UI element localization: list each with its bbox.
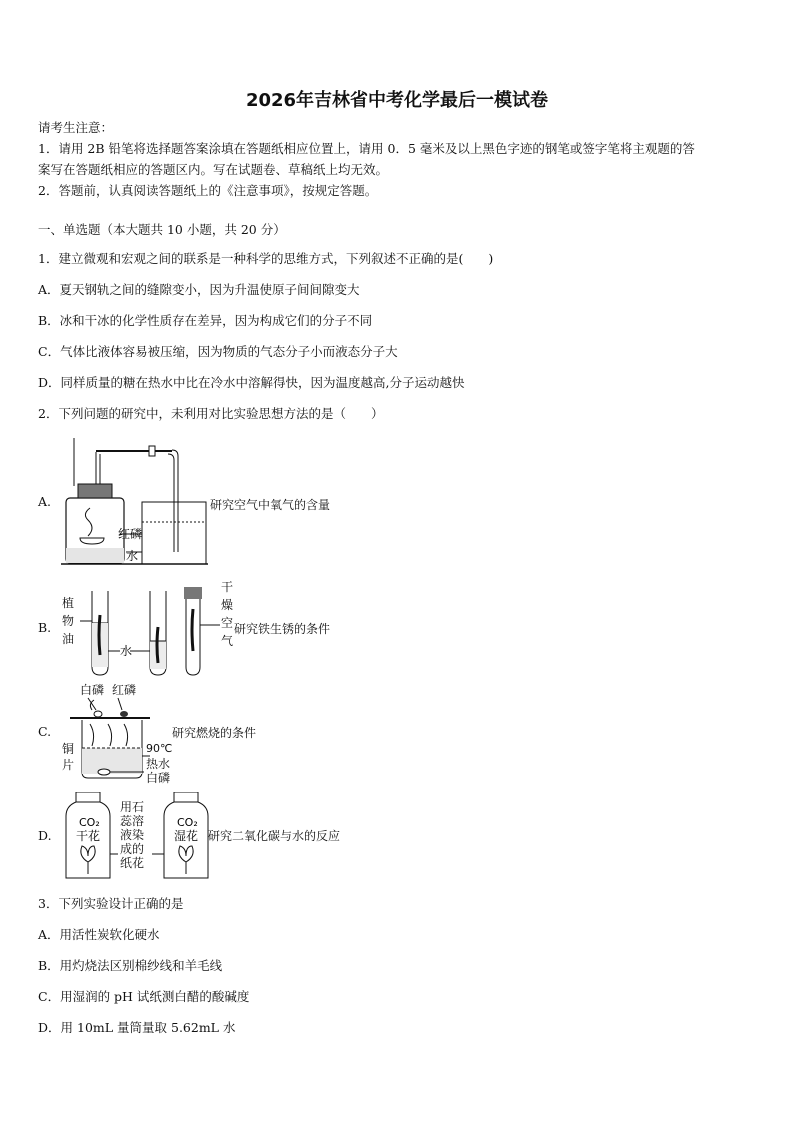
label-litmus-5: 纸花 bbox=[120, 856, 145, 870]
question-stem: 3．下列实验设计正确的是 bbox=[38, 896, 184, 911]
figure-option-letter: B. bbox=[38, 620, 52, 635]
question-option: C．气体比液体容易被压缩，因为物质的气态分子小而液态分子大 bbox=[38, 344, 398, 359]
section-heading: 一、单选题（本大题共 10 小题，共 20 分） bbox=[38, 222, 286, 237]
question-option: B．用灼烧法区别棉纱线和羊毛线 bbox=[38, 958, 223, 973]
label-dry-2: 燥 bbox=[221, 598, 234, 612]
label-litmus-1: 用石 bbox=[120, 800, 145, 814]
label-wet-flower: 湿花 bbox=[174, 829, 199, 843]
question-option: D．同样质量的糖在热水中比在冷水中溶解得快，因为温度越高,分子运动越快 bbox=[38, 375, 465, 390]
figure-caption: 研究铁生锈的条件 bbox=[234, 622, 331, 636]
label-litmus-3: 液染 bbox=[120, 828, 145, 842]
notice-item: 案写在答题纸相应的答题区内。写在试题卷、草稿纸上均无效。 bbox=[38, 162, 389, 177]
label-oil-2: 油 bbox=[62, 632, 75, 646]
label-dry: 干 bbox=[221, 580, 234, 594]
figure-option-letter: A. bbox=[38, 494, 52, 509]
oxygen-content-apparatus bbox=[56, 436, 216, 568]
notice-heading: 请考生注意： bbox=[38, 120, 114, 135]
label-air-2: 气 bbox=[221, 634, 234, 648]
question-stem: 2．下列问题的研究中，未利用对比实验思想方法的是（ ） bbox=[38, 406, 384, 421]
label-red-phosphorus: 红磷 bbox=[112, 683, 137, 697]
figure-caption: 研究二氧化碳与水的反应 bbox=[208, 829, 341, 843]
label-water: 水 bbox=[126, 549, 139, 563]
question-stem: 1．建立微观和宏观之间的联系是一种科学的思维方式，下列叙述不正确的是( ) bbox=[38, 251, 494, 266]
iron-rust-tubes bbox=[80, 585, 220, 677]
label-air: 空 bbox=[221, 616, 234, 630]
question-option: C．用湿润的 pH 试纸测白醋的酸碱度 bbox=[38, 989, 250, 1004]
question-option: A．用活性炭软化硬水 bbox=[38, 927, 160, 942]
label-white-phosphorus-bottom: 白磷 bbox=[146, 771, 171, 785]
label-litmus-4: 成的 bbox=[120, 842, 145, 856]
figure-option-letter: D. bbox=[38, 828, 52, 843]
figure-caption: 研究燃烧的条件 bbox=[172, 726, 257, 740]
label-co2: CO₂ bbox=[177, 816, 198, 829]
label-hot-water: 热水 bbox=[146, 757, 171, 771]
notice-item: 2．答题前，认真阅读答题纸上的《注意事项》，按规定答题。 bbox=[38, 183, 378, 198]
notice-item: 1．请用 2B 铅笔将选择题答案涂填在答题纸相应位置上，请用 0．5 毫米及以上黑色字迹的钢笔或签字笔将主观题的答 bbox=[38, 141, 695, 156]
label-oil-1: 物 bbox=[62, 614, 75, 628]
label-red-phosphorus: 红磷 bbox=[118, 527, 143, 541]
question-option: D．用 10mL 量筒量取 5.62mL 水 bbox=[38, 1020, 236, 1035]
label-plant: 植 bbox=[62, 596, 75, 610]
page-title: 2026年吉林省中考化学最后一模试卷 bbox=[245, 90, 549, 111]
label-water: 水 bbox=[120, 644, 133, 658]
label-white-phosphorus: 白磷 bbox=[80, 683, 105, 697]
question-option: B．冰和干冰的化学性质存在差异，因为构成它们的分子不同 bbox=[38, 313, 373, 328]
question-option: A．夏天钢轨之间的缝隙变小，因为升温使原子间间隙变大 bbox=[38, 282, 360, 297]
label-copper-2: 片 bbox=[62, 758, 75, 772]
label-temperature: 90℃ bbox=[146, 742, 173, 755]
figure-caption: 研究空气中氧气的含量 bbox=[210, 498, 331, 512]
label-dry-flower: 干花 bbox=[76, 829, 101, 843]
label-copper: 铜 bbox=[62, 742, 75, 756]
label-co2: CO₂ bbox=[79, 816, 100, 829]
label-litmus-2: 蕊溶 bbox=[120, 814, 145, 828]
figure-option-letter: C. bbox=[38, 724, 52, 739]
